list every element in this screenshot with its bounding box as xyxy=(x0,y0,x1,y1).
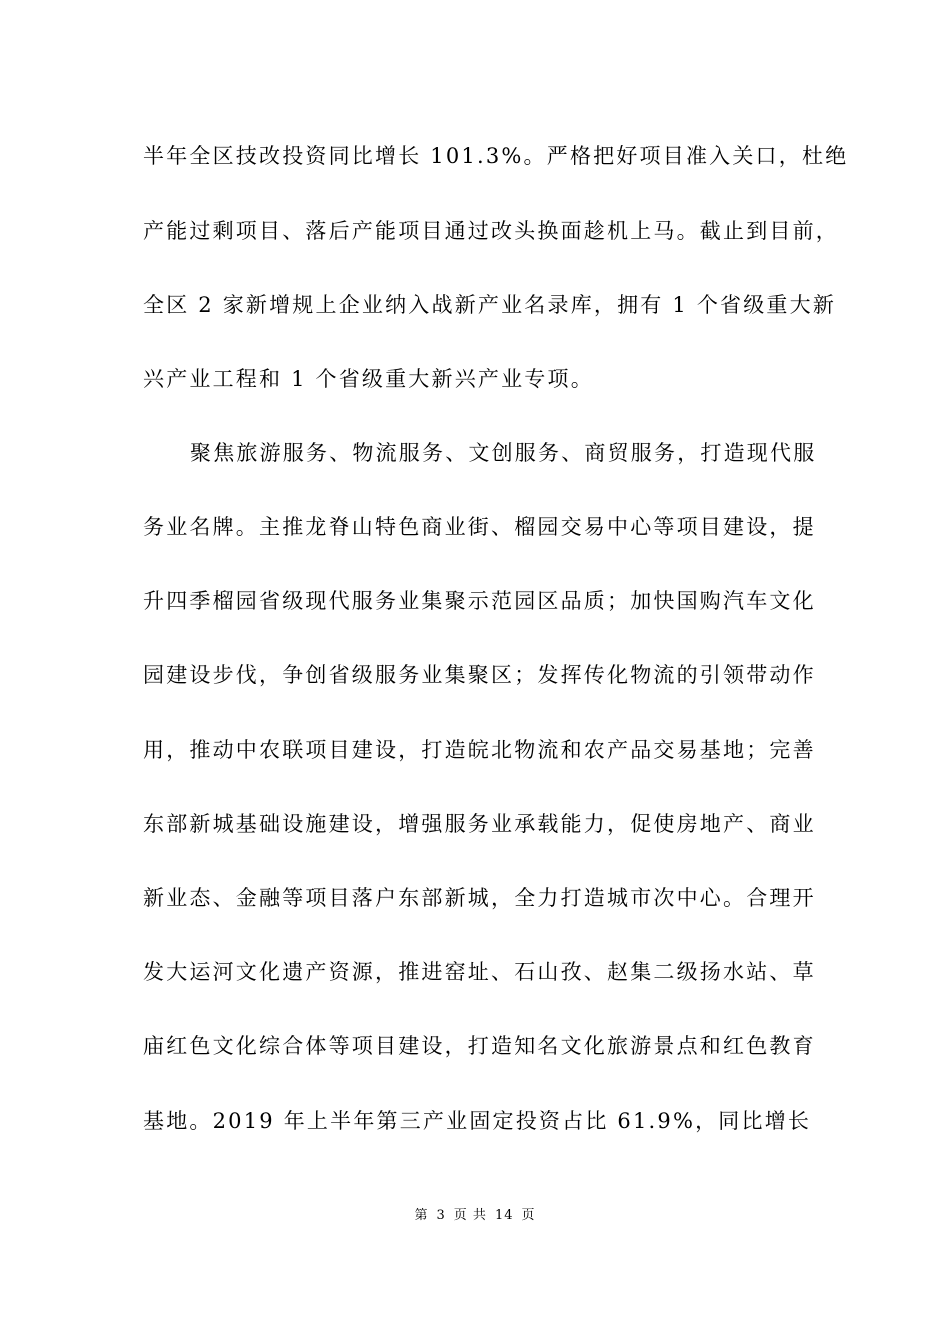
footer-suffix: 页 xyxy=(521,1208,536,1223)
page-footer xyxy=(0,1207,950,1225)
paragraph-line: 发大运河文化遗产资源，推进窑址、石山孜、赵集二级扬水站、草 xyxy=(143,960,816,984)
paragraph-line: 产能过剩项目、落后产能项目通过改头换面趁机上马。截止到目前， xyxy=(143,219,839,243)
footer-total-pages: 14 xyxy=(494,1208,514,1223)
paragraph-line: 园建设步伐，争创省级服务业集聚区；发挥传化物流的引领带动作 xyxy=(143,663,816,687)
paragraph-line: 庙红色文化综合体等项目建设，打造知名文化旅游景点和红色教育 xyxy=(143,1034,816,1058)
footer-current-page: 3 xyxy=(436,1208,446,1223)
paragraph-line: 基地。2019 年上半年第三产业固定投资占比 61.9%，同比增长 xyxy=(143,1109,812,1133)
paragraph-line: 东部新城基础设施建设，增强服务业承载能力，促使房地产、商业 xyxy=(143,812,816,836)
paragraph-line: 用，推动中农联项目建设，打造皖北物流和农产品交易基地；完善 xyxy=(143,738,816,762)
footer-mid: 页 共 xyxy=(453,1208,487,1223)
paragraph-line: 全区 2 家新增规上企业纳入战新产业名录库，拥有 1 个省级重大新 xyxy=(143,293,837,317)
paragraph-line: 半年全区技改投资同比增长 101.3%。严格把好项目准入关口，杜绝 xyxy=(143,144,849,168)
footer-prefix: 第 xyxy=(414,1208,429,1223)
paragraph-line: 聚焦旅游服务、物流服务、文创服务、商贸服务，打造现代服 xyxy=(190,441,817,465)
paragraph-line: 兴产业工程和 1 个省级重大新兴产业专项。 xyxy=(143,367,594,391)
paragraph-line: 新业态、金融等项目落户东部新城，全力打造城市次中心。合理开 xyxy=(143,886,816,910)
paragraph-line: 务业名牌。主推龙脊山特色商业街、榴园交易中心等项目建设，提 xyxy=(143,515,816,539)
paragraph-line: 升四季榴园省级现代服务业集聚示范园区品质；加快国购汽车文化 xyxy=(143,589,816,613)
